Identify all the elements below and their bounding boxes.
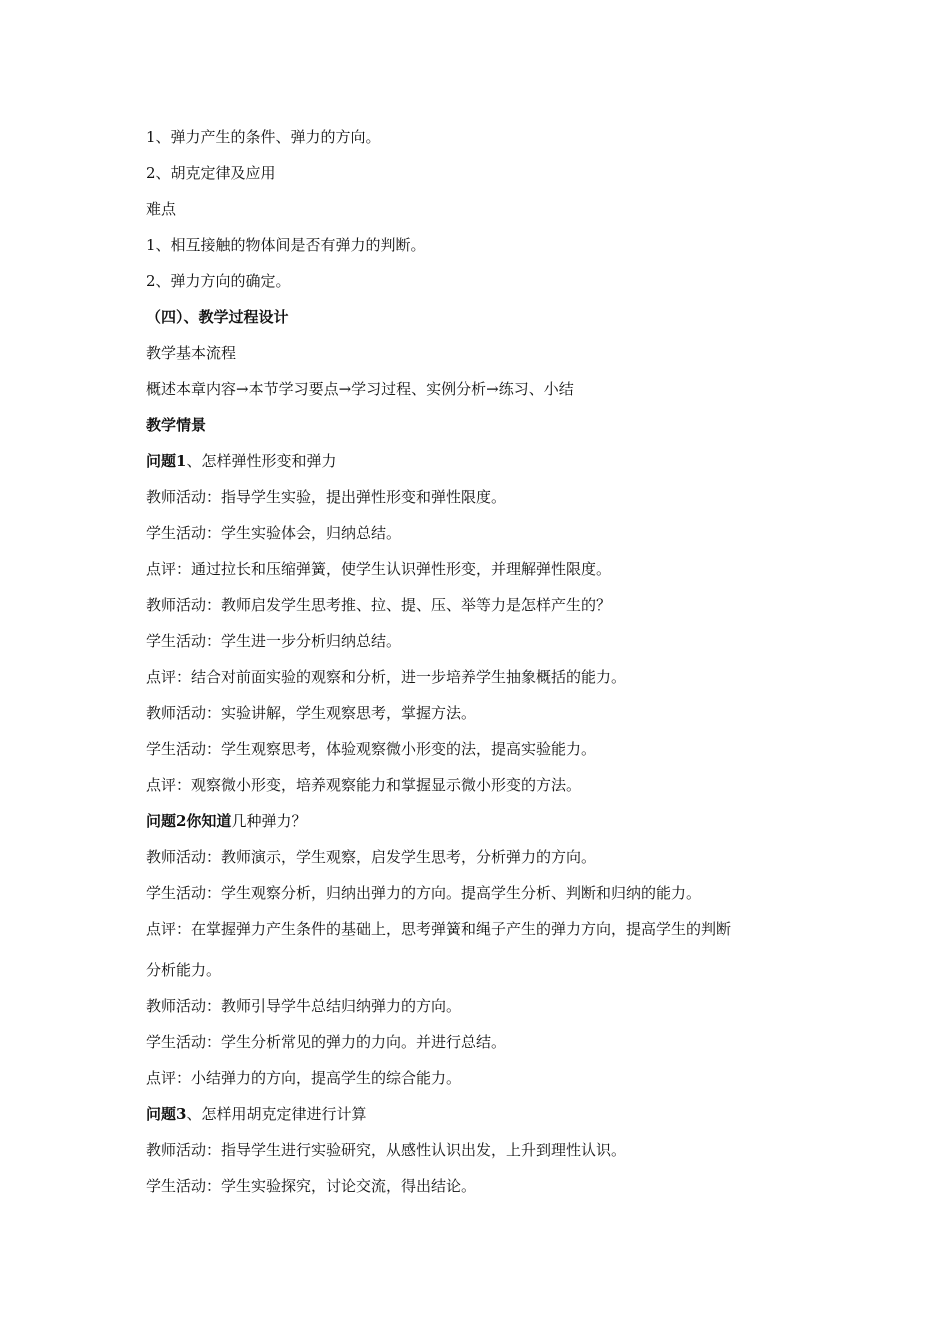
q1-teacher-2: 教师活动：教师启发学生思考推、拉、提、压、举等力是怎样产生的？ xyxy=(146,596,612,614)
question-3 xyxy=(146,1104,366,1124)
question-1-label: 问题1 xyxy=(146,452,187,470)
q3-teacher-1: 教师活动：指导学生进行实验研究，从感性认识出发，上升到理性认识。 xyxy=(146,1141,627,1159)
flow-text: 概述本章内容→本节学习要点→学习过程、实例分析→练习、小结 xyxy=(146,380,574,398)
key-point-1: 1、弹力产生的条件、弹力的方向。 xyxy=(146,128,381,146)
difficulty-heading: 难点 xyxy=(146,200,177,218)
q2-comment-1: 点评：在掌握弹力产生条件的基础上，思考弹簧和绳子产生的弹力方向，提高学生的判断 xyxy=(146,920,732,938)
question-2 xyxy=(146,811,306,831)
question-3-text: 、怎样用胡克定律进行计算 xyxy=(186,1105,367,1123)
q2-student-2: 学生活动：学生分析常见的弹力的力向。并进行总结。 xyxy=(146,1033,507,1051)
q3-student-1: 学生活动：学生实验探究，讨论交流，得出结论。 xyxy=(146,1177,477,1195)
flow-heading: 教学基本流程 xyxy=(146,344,237,362)
difficulty-1: 1、相互接触的物体间是否有弹力的判断。 xyxy=(146,236,426,254)
question-3-label: 问题3 xyxy=(146,1105,187,1123)
q1-student-2: 学生活动：学生进一步分析归纳总结。 xyxy=(146,632,402,650)
q1-comment-3: 点评：观察微小形变，培养观察能力和掌握显示微小形变的方法。 xyxy=(146,776,582,794)
q1-comment-1: 点评：通过拉长和压缩弹簧，使学生认识弹性形变，并理解弹性限度。 xyxy=(146,560,612,578)
scenario-heading: 教学情景 xyxy=(146,416,207,434)
q2-comment-2: 点评：小结弹力的方向，提高学生的综合能力。 xyxy=(146,1069,462,1087)
key-point-2: 2、胡克定律及应用 xyxy=(146,164,276,182)
q1-teacher-1: 教师活动：指导学生实验，提出弹性形变和弹性限度。 xyxy=(146,488,507,506)
q1-comment-2: 点评：结合对前面实验的观察和分析，进一步培养学生抽象概括的能力。 xyxy=(146,668,627,686)
question-2-label: 问题2你知道 xyxy=(146,812,232,830)
question-1-text: 、怎样弹性形变和弹力 xyxy=(186,452,337,470)
difficulty-2: 2、弹力方向的确定。 xyxy=(146,272,291,290)
section-heading: （四）、教学过程设计 xyxy=(146,308,289,326)
question-2-text: 几种弹力？ xyxy=(231,812,307,830)
q1-student-1: 学生活动：学生实验体会，归纳总结。 xyxy=(146,524,402,542)
q1-student-3: 学生活动：学生观察思考，体验观察微小形变的法，提高实验能力。 xyxy=(146,740,597,758)
q2-student-1: 学生活动：学生观察分析，归纳出弹力的方向。提高学生分析、判断和归纳的能力。 xyxy=(146,884,702,902)
q2-teacher-1: 教师活动：教师演示，学生观察，启发学生思考，分析弹力的方向。 xyxy=(146,848,597,866)
question-1 xyxy=(146,451,336,471)
q1-teacher-3: 教师活动：实验讲解，学生观察思考，掌握方法。 xyxy=(146,704,477,722)
q2-comment-1-cont: 分析能力。 xyxy=(146,961,222,979)
q2-teacher-2: 教师活动：教师引导学牛总结归纳弹力的方向。 xyxy=(146,997,462,1015)
